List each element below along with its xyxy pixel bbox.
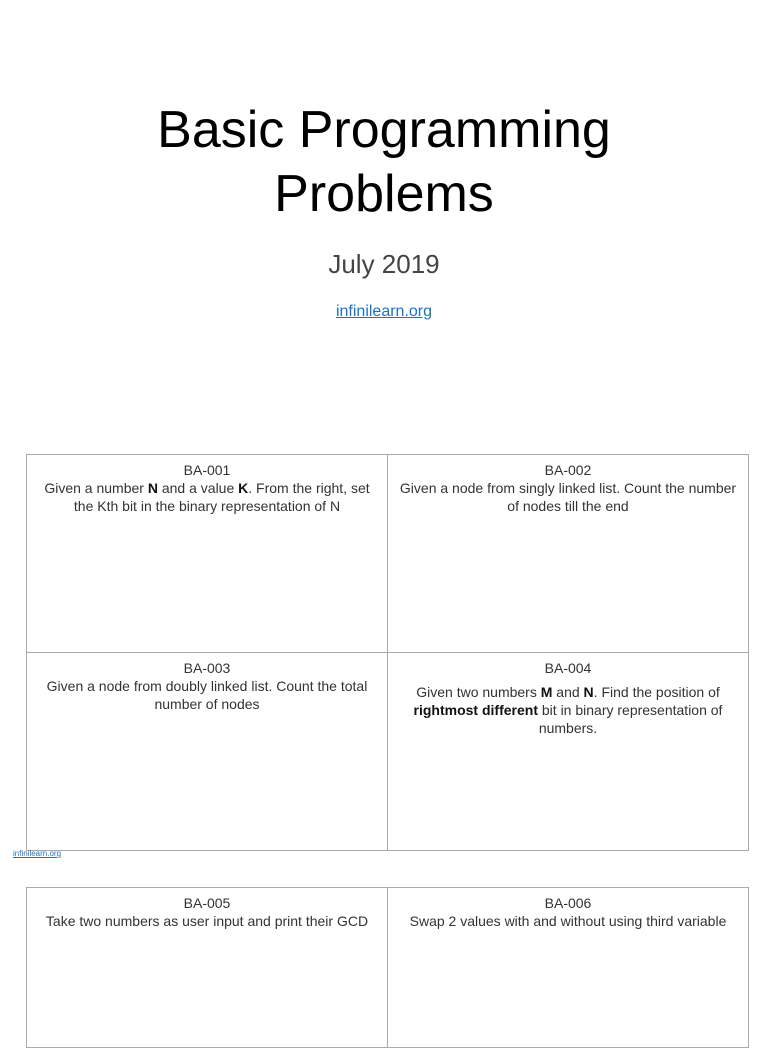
title-line-1: Basic Programming [157, 101, 611, 159]
document-title [0, 98, 768, 226]
problems-table-1 [26, 454, 749, 851]
document-date: July 2019 [328, 249, 440, 279]
title-line-2: Problems [274, 165, 494, 223]
site-link[interactable]: infinilearn.org [335, 303, 433, 320]
problem-cell-ba-002 [388, 455, 749, 653]
problem-id: BA-003 [183, 660, 231, 676]
footer-site-link[interactable]: infinilearn.org [13, 849, 62, 858]
problem-description: Given a node from singly linked list. Count the number of nodes till the end [399, 480, 737, 514]
problem-cell-ba-004 [388, 653, 749, 851]
problem-description: Given two numbers M and N. Find the position of rightmost different bit in binary representation of numbers. [413, 684, 723, 736]
problem-description: Given a number N and a value K. From the right, set the Kth bit in the binary representation of N [44, 480, 370, 514]
problem-id: BA-004 [544, 660, 592, 676]
problem-id: BA-006 [544, 895, 592, 911]
problem-id: BA-005 [183, 895, 231, 911]
table-row [27, 653, 749, 851]
problem-cell-ba-001 [27, 455, 388, 653]
site-link-container [0, 302, 768, 322]
problem-description: Swap 2 values with and without using third variable [409, 913, 727, 929]
table-row [27, 455, 749, 653]
problem-cell-ba-003 [27, 653, 388, 851]
problem-description: Take two numbers as user input and print their GCD [45, 913, 369, 929]
problem-id: BA-002 [544, 462, 592, 478]
problem-id: BA-001 [183, 462, 231, 478]
problem-description: Given a node from doubly linked list. Count the total number of nodes [46, 678, 368, 712]
